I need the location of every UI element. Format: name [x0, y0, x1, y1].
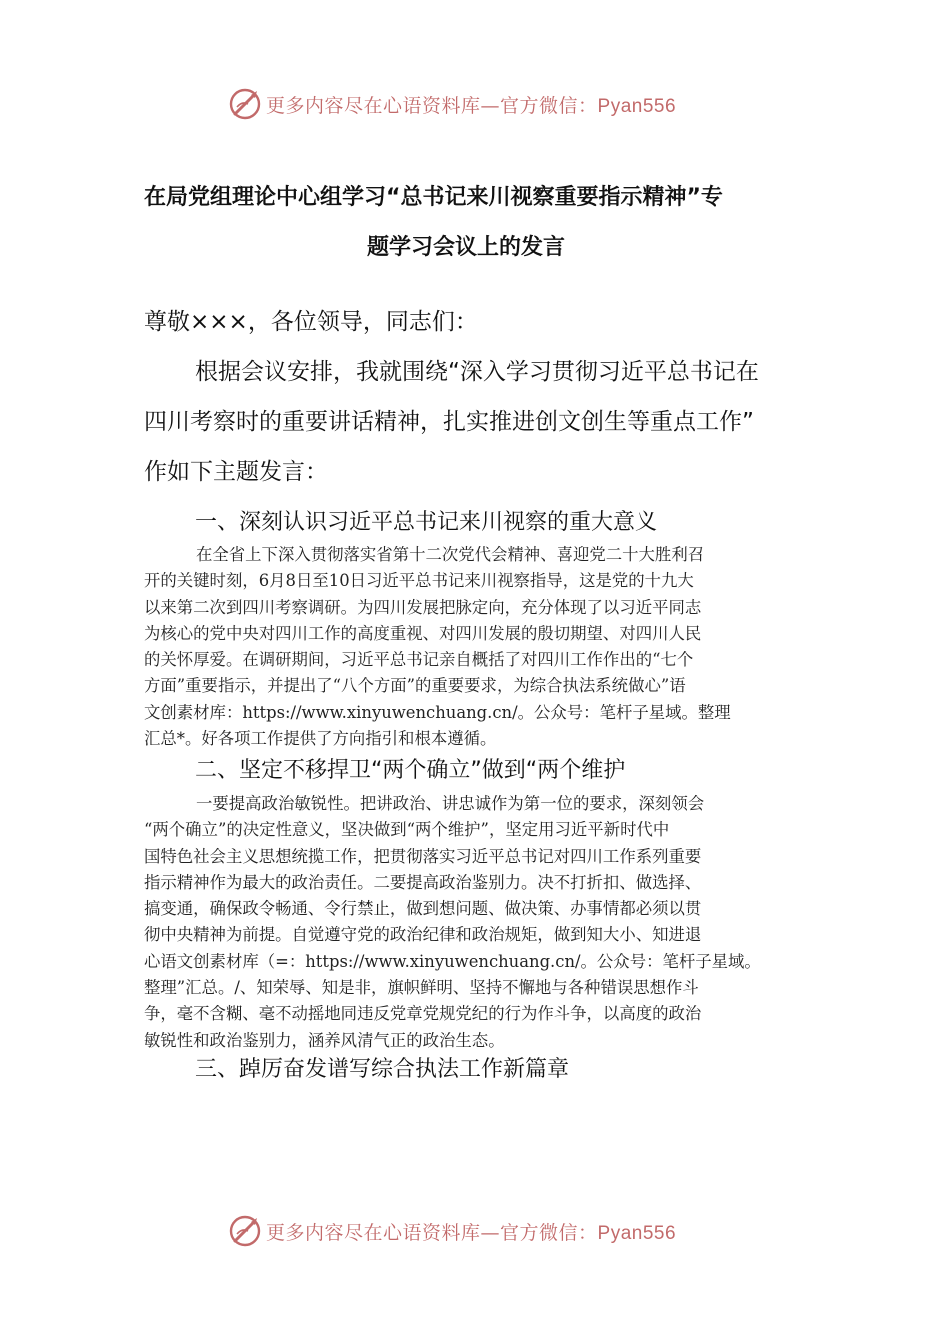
- section-body-1: [144, 542, 814, 752]
- intro-line-1: 根据会议安排，我就围绕“深入学习贯彻习近平总书记在: [195, 359, 759, 385]
- banner-text: 更多内容尽在心语资料库—官方微信：Pyan556: [266, 94, 677, 117]
- paragraph-line: 整理”汇总。/、知荣辱、知是非，旗帜鲜明、坚持不懈地与各种错误思想作斗: [144, 978, 699, 998]
- paragraph-line: 汇总*。好各项工作提供了方向指引和根本遵循。: [144, 729, 497, 749]
- section-heading-3: 三、踔厉奋发谱写综合执法工作新篇章: [195, 1057, 570, 1082]
- paragraph-line: 方面”重要指示，并提出了“八个方面”的重要要求，为综合执法系统做心”语: [144, 676, 686, 696]
- paragraph-line: 文创素材库：https://www.xinyuwenchuang.cn/。公众号：笔杆子星域。整理: [144, 702, 731, 722]
- paragraph-line: “两个确立”的决定性意义，坚决做到“两个维护”，坚定用习近平新时代中: [144, 820, 670, 840]
- section-heading-2: 二、坚定不移捍卫“两个确立”做到“两个维护: [195, 758, 626, 783]
- intro-line-3: 作如下主题发言：: [144, 459, 328, 485]
- paragraph-line: 心语文创素材库（=：https://www.xinyuwenchuang.cn/。公众号：笔杆子星域。: [144, 951, 761, 971]
- paragraph-line: 一要提高政治敏锐性。把讲政治、讲忠诚作为第一位的要求，深刻领会: [196, 794, 705, 813]
- paragraph-line: 以来第二次到四川考察调研。为四川发展把脉定向，充分体现了以习近平同志: [144, 597, 702, 617]
- intro-line-2: 四川考察时的重要讲话精神，扎实推进创文创生等重点工作”: [144, 409, 754, 435]
- paragraph-line: 为核心的党中央对四川工作的高度重视、对四川发展的殷切期望、对四川人民: [144, 623, 702, 643]
- paragraph-line: 彻中央精神为前提。自觉遵守党的政治纪律和政治规矩，做到知大小、知进退: [144, 925, 702, 945]
- document-title-line-1: 在局党组理论中心组学习“总书记来川视察重要指示精神”专: [144, 185, 723, 210]
- banner-text: 更多内容尽在心语资料库—官方微信：Pyan556: [266, 1221, 677, 1244]
- wechat-id: Pyan556: [597, 1222, 677, 1244]
- salutation: 尊敬×××，各位领导，同志们：: [144, 309, 478, 335]
- section-body-2: [144, 791, 814, 1054]
- footer-banner: [228, 1211, 676, 1251]
- paragraph-line: 敏锐性和政治鉴别力，涵养风清气正的政治生态。: [144, 1030, 505, 1050]
- paragraph-line: 指示精神作为最大的政治责任。二要提高政治鉴别力。决不打折扣、做选择、: [144, 872, 702, 892]
- paragraph-line: 争，毫不含糊、毫不动摇地同违反党章党规党纪的行为作斗争，以高度的政治: [144, 1004, 702, 1024]
- paragraph-line: 搞变通，确保政令畅通、令行禁止，做到想问题、做决策、办事情都必须以贯: [144, 899, 702, 919]
- pen-logo-icon: [228, 87, 262, 121]
- wechat-id: Pyan556: [597, 95, 677, 117]
- paragraph-line: 国特色社会主义思想统揽工作，把贯彻落实习近平总书记对四川工作系列重要: [144, 846, 702, 866]
- document-title-line-2: 题学习会议上的发言: [367, 235, 566, 260]
- paragraph-line: 开的关键时刻，6月8日至10日习近平总书记来川视察指导，这是党的十九大: [144, 571, 694, 591]
- paragraph-line: 的关怀厚爱。在调研期间，习近平总书记亲自概括了对四川工作作出的“七个: [144, 650, 694, 670]
- pen-logo-icon: [228, 1214, 262, 1248]
- paragraph-line: 在全省上下深入贯彻落实省第十二次党代会精神、喜迎党二十大胜利召: [196, 545, 705, 564]
- section-heading-1: 一、深刻认识习近平总书记来川视察的重大意义: [195, 510, 658, 535]
- header-banner: [228, 84, 676, 124]
